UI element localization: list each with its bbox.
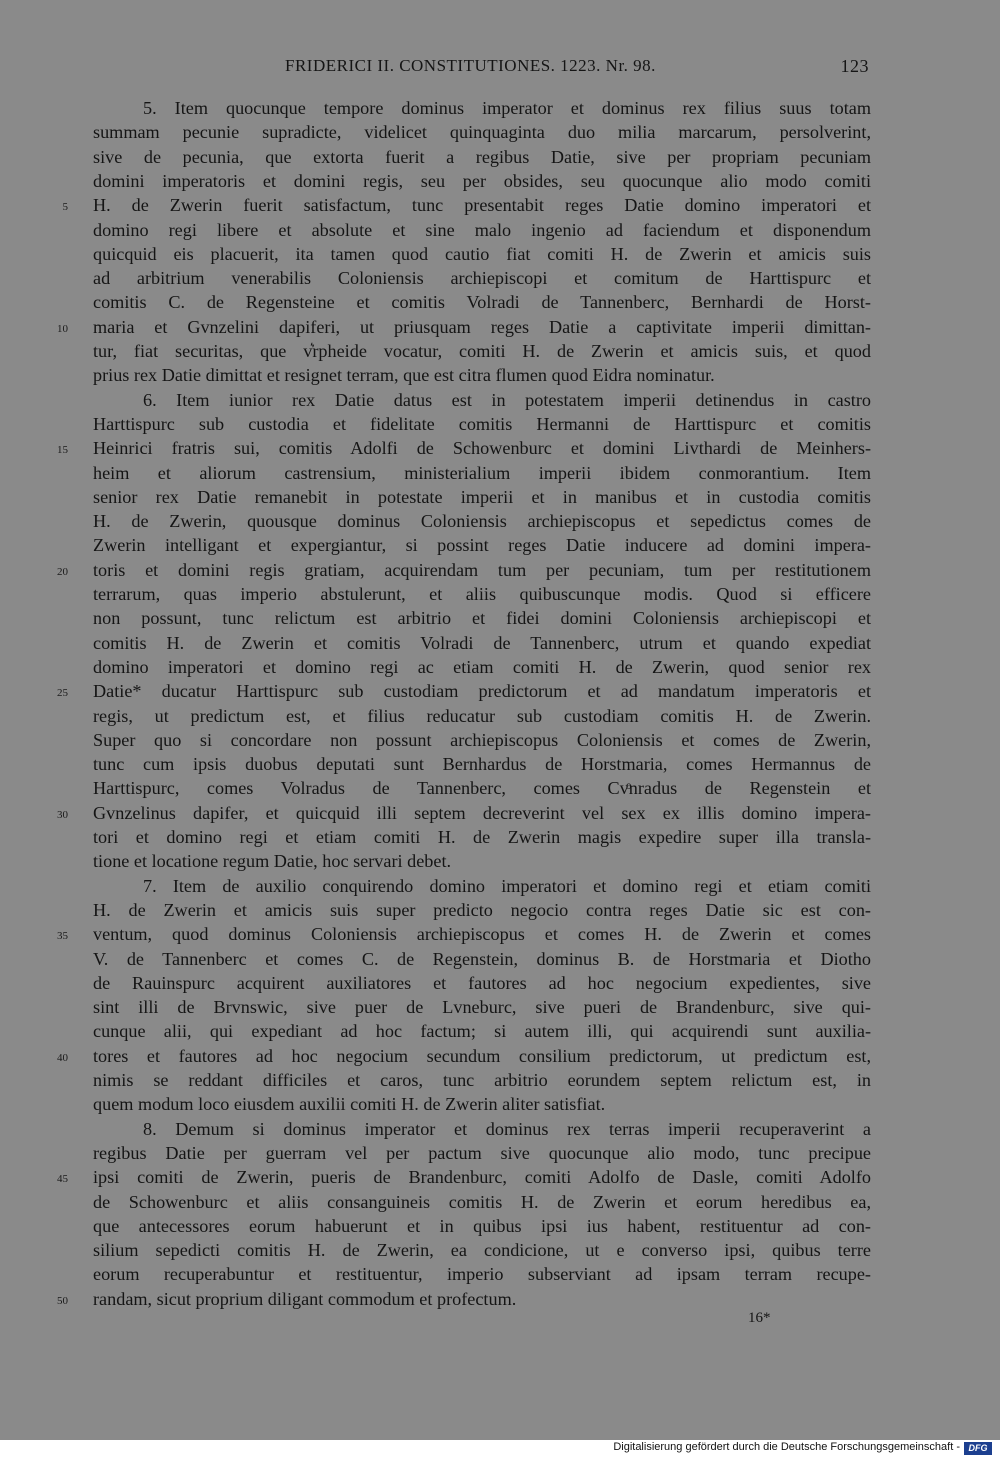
text-line: nimis se reddant difficiles et caros, tunc arbitrio eorundem septem relictum est, in [93, 1070, 871, 1090]
text-line: tores et fautores ad hoc negocium secundum consilium predictorum, ut predictum est, [93, 1045, 871, 1066]
footer-credit: Digitalisierung gefördert durch die Deutsche Forschungsgemeinschaft - [613, 1441, 960, 1453]
text-line: tur, fiat securitas, que v͛rpheide vocatur, comiti H. de Zwerin et amicis suis, et quod [93, 341, 871, 361]
text-line: Gvnzelinus dapifer, et quicquid illi septem decreverint vel sex ex illis domino impera- [93, 802, 871, 823]
line-number: 45 [57, 1173, 68, 1186]
text-line: quicquid eis placuerit, ita tamen quod cautio fiat comiti H. de Zwerin et amicis suis [93, 243, 871, 264]
text-line: Heinrici fratris sui, comitis Adolfi de Schowenburc et domini Livthardi de Meinhers- [93, 438, 871, 459]
text-line: senior rex Datie remanebit in potestate imperii et in manibus et in custodia comitis [93, 486, 871, 507]
text-line: sint illi de Brvnswic, sive puer de Lvneburc, sive pueri de Brandenburc, sive qui- [93, 997, 871, 1018]
text-line: domino regi libere et absolute et sine malo ingenio ad faciendum et disponendum [93, 219, 871, 240]
text-line: maria et Gvnzelini dapiferi, ut priusquam reges Datie a captivitate imperii dimittan- [93, 316, 871, 337]
text-line: cunque alii, qui expediant ad hoc factum; si autem illi, qui acquirendi sunt auxilia- [93, 1021, 871, 1042]
text-line: Harttispurc, comes Volradus de Tannenberc, comes Cvͦnradus de Regenstein et [93, 778, 871, 799]
text-line: tunc cum ipsis duobus deputati sunt Bernhardus de Horstmaria, comes Hermannus de [93, 754, 871, 775]
text-line: 7. Item de auxilio conquirendo domino imperatori et domino regi et etiam comiti [143, 875, 871, 896]
line-number: 40 [57, 1051, 68, 1064]
text-line: heim et aliorum castrensium, ministerialium imperii ibidem conmorantium. Item [93, 462, 871, 483]
text-line: non possunt, tunc relictum est arbitrio et fidei domini Coloniensis archiepiscopi et [93, 608, 871, 629]
line-number: 35 [57, 930, 68, 943]
footer-bar [0, 1440, 1000, 1458]
text-line: de Schowenburc et aliis consanguineis comitis H. de Zwerin et eorum heredibus ea, [93, 1191, 871, 1212]
text-line: summam pecunie supradicte, videlicet quinquaginta duo milia marcarum, persolverint, [93, 122, 871, 143]
text-line: Datie* ducatur Harttispurc sub custodiam predictorum et ad mandatum imperatoris et [93, 681, 871, 702]
text-line: regibus Datie per guerram vel per pactum sive quocunque alio modo, tunc precipue [93, 1142, 871, 1163]
text-line: ad arbitrium venerabilis Coloniensis archiepiscopi et comitum de Harttispurc et [93, 268, 871, 289]
text-line: regis, ut predictum est, et filius reducatur sub custodiam comitis H. de Zwerin. [93, 705, 871, 726]
text-line: Harttispurc sub custodia et fidelitate comitis Hermanni de Harttispurc et comitis [93, 413, 871, 434]
text-line: comitis C. de Regensteine et comitis Volradi de Tannenberc, Bernhardi de Horst- [93, 292, 871, 313]
page-number: 123 [840, 56, 869, 76]
signature-mark: 16* [748, 1310, 771, 1326]
text-line: eorum recuperabuntur et restituentur, imperio subserviant ad ipsam terram recupe- [93, 1264, 871, 1285]
text-line: de Rauinspurc acquirent auxiliatores et fautores ad hoc negocium expedientes, sive [93, 972, 871, 993]
text-line: que antecessores eorum habuerunt et in quibus ipsi ius habent, restituentur ad con- [93, 1215, 871, 1236]
line-number: 50 [57, 1294, 68, 1307]
running-title: FRIDERICI II. CONSTITUTIONES. 1223. Nr. 98. [285, 56, 656, 75]
text-line: 8. Demum si dominus imperator et dominus rex terras imperii recuperaverint a [143, 1118, 871, 1139]
text-line: H. de Zwerin et amicis suis super predicto negocio contra reges Datie sic est con- [93, 899, 871, 920]
line-number: 5 [62, 201, 68, 214]
text-line: toris et domini regis gratiam, acquirendam tum per pecuniam, tum per restitutionem [93, 559, 871, 580]
text-line: prius rex Datie dimittat et resignet terram, que est citra flumen quod Eidra nominatur. [93, 365, 715, 386]
text-line: silium sepedicti comitis H. de Zwerin, ea condicione, ut e converso ipsi, quibus terre [93, 1240, 871, 1261]
text-line: terrarum, quas imperio abstulerunt, et aliis quibuscunque modis. Quod si efficere [93, 584, 871, 604]
line-number: 20 [57, 565, 68, 578]
text-line: tori et domino regi et etiam comiti H. de Zwerin magis expedire super illa transla- [93, 827, 871, 847]
text-line: comitis H. de Zwerin et comitis Volradi de Tannenberc, utrum et quando expediat [93, 632, 871, 653]
text-line: ventum, quod dominus Coloniensis archiepiscopus et comes H. de Zwerin et comes [93, 924, 871, 945]
text-line: sive de pecunia, que extorta fuerit a regibus Datie, sive per propriam pecuniam [93, 146, 871, 167]
text-line: quem modum loco eiusdem auxilii comiti H. de Zwerin aliter satisfiat. [93, 1094, 606, 1115]
line-number: 30 [57, 808, 68, 821]
dfg-logo: DFG [964, 1442, 992, 1455]
text-line: H. de Zwerin fuerit satisfactum, tunc presentabit reges Datie domino imperatori et [93, 195, 871, 216]
line-number: 10 [57, 322, 68, 335]
line-number: 25 [57, 687, 68, 700]
text-line: V. de Tannenberc et comes C. de Regenstein, dominus B. de Horstmaria et Diotho [93, 948, 871, 969]
text-line: 5. Item quocunque tempore dominus imperator et dominus rex filius suus totam [143, 98, 871, 118]
text-line: tione et locatione regum Datie, hoc servari debet. [93, 851, 452, 872]
text-line: Zwerin intelligant et expergiantur, si possint reges Datie inducere ad domini impera- [93, 535, 871, 556]
text-line: Super quo si concordare non possunt archiepiscopus Coloniensis et comes de Zwerin, [93, 729, 871, 750]
text-line: ipsi comiti de Zwerin, pueris de Brandenburc, comiti Adolfo de Dasle, comiti Adolfo [93, 1167, 871, 1188]
text-line: H. de Zwerin, quousque dominus Coloniensis archiepiscopus et sepedictus comes de [93, 511, 871, 532]
text-line: 6. Item iunior rex Datie datus est in potestatem imperii detinendus in castro [143, 389, 871, 410]
text-line: domini imperatoris et domini regis, seu per obsides, seu quocunque alio modo comiti [93, 170, 871, 191]
text-line: randam, sicut proprium diligant commodum et profectum. [93, 1288, 517, 1309]
running-header [93, 56, 871, 82]
text-line: domino imperatori et domino regi ac etiam comiti H. de Zwerin, quod senior rex [93, 656, 871, 677]
line-number: 15 [57, 444, 68, 457]
